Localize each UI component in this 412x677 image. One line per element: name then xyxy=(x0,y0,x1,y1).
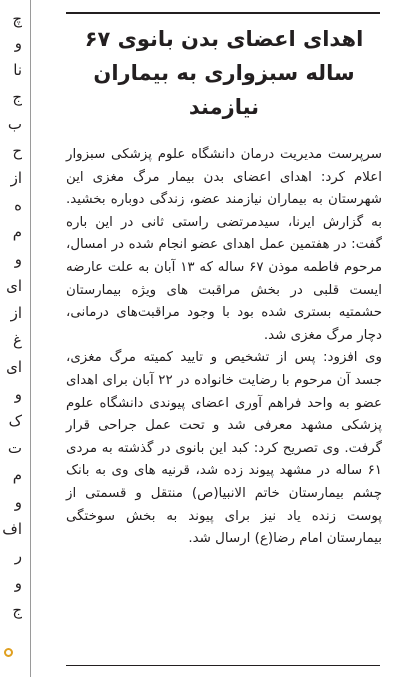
article-headline: اهدای اعضای بدن بانوی ۶۷ ساله سبزواری به بیماران نیازمند xyxy=(84,27,364,119)
adjacent-column-text: ح xyxy=(12,144,22,160)
adjacent-column-text: و xyxy=(14,495,22,511)
adjacent-column-text: م xyxy=(12,225,22,241)
adjacent-column-text: م xyxy=(12,468,22,484)
adjacent-column-text: و xyxy=(14,387,22,403)
adjacent-column-text: اف xyxy=(2,522,22,538)
adjacent-column-text: ت xyxy=(7,441,22,457)
adjacent-column-text: ب xyxy=(7,117,22,133)
adjacent-column-text: و xyxy=(14,576,22,592)
article-top-rule xyxy=(66,12,380,14)
adjacent-column-text: غ xyxy=(13,333,22,349)
adjacent-column-text: چ xyxy=(12,12,22,28)
adjacent-column-text: از xyxy=(10,306,22,322)
article-body xyxy=(66,144,382,551)
article-bottom-rule xyxy=(66,665,380,666)
adjacent-column-text: از xyxy=(10,171,22,187)
adjacent-column-text: ر xyxy=(14,549,22,565)
adjacent-column-text: ج xyxy=(12,90,22,106)
adjacent-column-text: ای xyxy=(6,279,22,295)
article-paragraph: وی افزود: پس از تشخیص و تایید کمیته مرگ مغزی، جسد آن مرحوم با رضایت خانواده در ۲۲ آبان برای اهدای عضو به واحد فراهم آوری اعضای پیوندی دانشگاه علوم پزشکی مشهد معرفی شد و تحت عمل جراحی قرار گرفت. وی تصریح کرد: کبد این بانوی در گذشته به مردی ۶۱ ساله در مشهد پیوند زده شد، قرنیه های وی به بانک چشم بیمارستان خاتم الانبیا(ص) منتقل و قسمتی از پوست زنده یاد نیز برای پیوند به بخش سوختگی بیمارستان امام رضا(ع) ارسال شد. xyxy=(66,350,382,547)
adjacent-column-text: ک xyxy=(8,414,22,430)
adjacent-column-text: نا xyxy=(13,63,22,79)
adjacent-column-text: و xyxy=(14,36,22,52)
adjacent-column-text: ه xyxy=(14,198,22,214)
end-mark-icon xyxy=(4,648,13,657)
adjacent-column-text: و xyxy=(14,252,22,268)
news-article xyxy=(66,22,382,551)
adjacent-column-text: ای xyxy=(6,360,22,376)
column-divider xyxy=(30,0,31,677)
adjacent-column-text: ج xyxy=(12,603,22,619)
adjacent-column-fragment xyxy=(0,0,22,677)
article-paragraph: سرپرست مدیریت درمان دانشگاه علوم پزشکی سبزوار اعلام کرد: اهدای اعضای بدن بیمار مرگ مغزی این شهرستان به بیماران نیازمند عضو، زندگی دوباره بخشید. به گزارش ایرنا، سیدمرتضی راستی ثانی در این باره گفت: در هفتمین عمل اهدای عضو انجام شده در امسال، مرحوم فاطمه موذن ۶۷ ساله که ۱۳ آبان به علت عارضه ایست قلبی در بخش مراقبت های ویژه بیمارستان حشمتیه بستری شده بود با وجود مراقبت‌های درمانی، دچار مرگ مغزی شد. xyxy=(66,147,383,343)
